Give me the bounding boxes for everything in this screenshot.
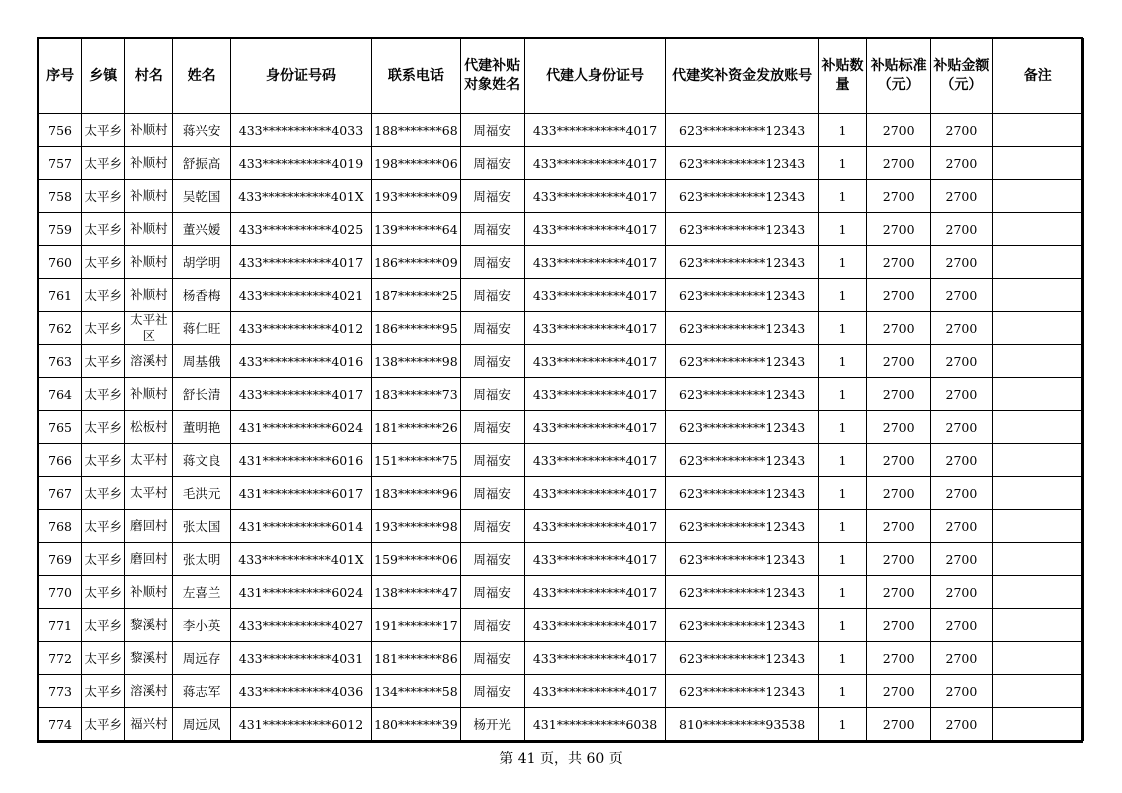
cell-name: 毛洪元	[173, 477, 230, 510]
cell-quantity: 1	[818, 543, 866, 576]
cell-id-number: 433***********4021	[230, 279, 372, 312]
cell-id-number: 433***********4031	[230, 642, 372, 675]
cell-standard: 2700	[867, 576, 931, 609]
header-township: 乡镇	[82, 39, 125, 114]
cell-standard: 2700	[867, 312, 931, 345]
cell-township: 太平乡	[82, 642, 125, 675]
cell-account: 810**********93538	[666, 708, 819, 741]
cell-standard: 2700	[867, 642, 931, 675]
cell-proxy-id: 433***********4017	[524, 543, 666, 576]
cell-proxy-name: 周福安	[460, 378, 524, 411]
cell-phone: 180*******39	[372, 708, 460, 741]
cell-proxy-id: 433***********4017	[524, 378, 666, 411]
cell-village: 黎溪村	[125, 642, 173, 675]
cell-proxy-name: 周福安	[460, 642, 524, 675]
cell-quantity: 1	[818, 246, 866, 279]
cell-account: 623**********12343	[666, 378, 819, 411]
cell-index: 762	[39, 312, 82, 345]
cell-index: 756	[39, 114, 82, 147]
cell-standard: 2700	[867, 444, 931, 477]
cell-index: 763	[39, 345, 82, 378]
cell-account: 623**********12343	[666, 213, 819, 246]
cell-standard: 2700	[867, 180, 931, 213]
cell-index: 766	[39, 444, 82, 477]
cell-village: 磨回村	[125, 543, 173, 576]
header-quantity: 补贴数量	[818, 39, 866, 114]
cell-proxy-id: 433***********4017	[524, 246, 666, 279]
cell-name: 周远凤	[173, 708, 230, 741]
cell-id-number: 433***********4017	[230, 378, 372, 411]
cell-proxy-name: 周福安	[460, 609, 524, 642]
cell-account: 623**********12343	[666, 345, 819, 378]
cell-village: 福兴村	[125, 708, 173, 741]
cell-account: 623**********12343	[666, 279, 819, 312]
cell-phone: 186*******95	[372, 312, 460, 345]
cell-township: 太平乡	[82, 114, 125, 147]
page-footer: 第 41 页，共 60 页	[499, 751, 623, 767]
cell-proxy-id: 433***********4017	[524, 114, 666, 147]
cell-village: 补顺村	[125, 279, 173, 312]
cell-quantity: 1	[818, 708, 866, 741]
cell-phone: 138*******98	[372, 345, 460, 378]
cell-name: 吴乾国	[173, 180, 230, 213]
cell-amount: 2700	[931, 675, 992, 708]
cell-name: 舒振高	[173, 147, 230, 180]
cell-phone: 187*******25	[372, 279, 460, 312]
cell-id-number: 431***********6017	[230, 477, 372, 510]
table-row	[39, 708, 1084, 741]
header-index: 序号	[39, 39, 82, 114]
cell-id-number: 433***********4036	[230, 675, 372, 708]
cell-village: 补顺村	[125, 114, 173, 147]
cell-phone: 181*******86	[372, 642, 460, 675]
cell-account: 623**********12343	[666, 543, 819, 576]
table-row	[39, 675, 1084, 708]
cell-quantity: 1	[818, 444, 866, 477]
cell-phone: 159*******06	[372, 543, 460, 576]
cell-account: 623**********12343	[666, 411, 819, 444]
table-row	[39, 543, 1084, 576]
cell-phone: 139*******64	[372, 213, 460, 246]
cell-quantity: 1	[818, 345, 866, 378]
cell-remarks	[992, 312, 1083, 345]
cell-proxy-id: 433***********4017	[524, 609, 666, 642]
table-row	[39, 510, 1084, 543]
cell-account: 623**********12343	[666, 642, 819, 675]
cell-proxy-id: 433***********4017	[524, 477, 666, 510]
cell-id-number: 431***********6024	[230, 411, 372, 444]
cell-village: 补顺村	[125, 378, 173, 411]
cell-phone: 198*******06	[372, 147, 460, 180]
cell-village: 松板村	[125, 411, 173, 444]
cell-village: 补顺村	[125, 213, 173, 246]
cell-township: 太平乡	[82, 213, 125, 246]
cell-index: 767	[39, 477, 82, 510]
table-row	[39, 279, 1084, 312]
cell-name: 蒋仁旺	[173, 312, 230, 345]
cell-amount: 2700	[931, 444, 992, 477]
cell-id-number: 431***********6012	[230, 708, 372, 741]
cell-id-number: 433***********4027	[230, 609, 372, 642]
cell-account: 623**********12343	[666, 147, 819, 180]
cell-phone: 183*******73	[372, 378, 460, 411]
table-row	[39, 477, 1084, 510]
cell-proxy-name: 周福安	[460, 213, 524, 246]
cell-index: 759	[39, 213, 82, 246]
cell-index: 770	[39, 576, 82, 609]
cell-village: 补顺村	[125, 246, 173, 279]
cell-id-number: 431***********6016	[230, 444, 372, 477]
header-phone: 联系电话	[372, 39, 460, 114]
cell-phone: 191*******17	[372, 609, 460, 642]
cell-remarks	[992, 477, 1083, 510]
cell-remarks	[992, 444, 1083, 477]
cell-phone: 193*******98	[372, 510, 460, 543]
cell-standard: 2700	[867, 246, 931, 279]
cell-phone: 181*******26	[372, 411, 460, 444]
cell-village: 溶溪村	[125, 675, 173, 708]
cell-proxy-id: 433***********4017	[524, 213, 666, 246]
table-row	[39, 246, 1084, 279]
cell-proxy-name: 杨开光	[460, 708, 524, 741]
cell-proxy-id: 433***********4017	[524, 411, 666, 444]
cell-township: 太平乡	[82, 378, 125, 411]
cell-remarks	[992, 378, 1083, 411]
cell-name: 杨香梅	[173, 279, 230, 312]
cell-village: 太平村	[125, 444, 173, 477]
cell-standard: 2700	[867, 675, 931, 708]
cell-index: 769	[39, 543, 82, 576]
cell-remarks	[992, 279, 1083, 312]
cell-remarks	[992, 246, 1083, 279]
cell-proxy-name: 周福安	[460, 312, 524, 345]
cell-name: 董明艳	[173, 411, 230, 444]
cell-township: 太平乡	[82, 708, 125, 741]
cell-village: 补顺村	[125, 180, 173, 213]
cell-name: 舒长清	[173, 378, 230, 411]
cell-township: 太平乡	[82, 246, 125, 279]
cell-village: 太平社区	[125, 312, 173, 345]
table-row	[39, 609, 1084, 642]
cell-quantity: 1	[818, 147, 866, 180]
cell-proxy-name: 周福安	[460, 147, 524, 180]
cell-proxy-id: 431***********6038	[524, 708, 666, 741]
cell-name: 胡学明	[173, 246, 230, 279]
cell-township: 太平乡	[82, 576, 125, 609]
cell-account: 623**********12343	[666, 444, 819, 477]
cell-standard: 2700	[867, 708, 931, 741]
cell-township: 太平乡	[82, 477, 125, 510]
cell-index: 768	[39, 510, 82, 543]
cell-remarks	[992, 180, 1083, 213]
cell-amount: 2700	[931, 477, 992, 510]
cell-standard: 2700	[867, 477, 931, 510]
cell-standard: 2700	[867, 114, 931, 147]
cell-account: 623**********12343	[666, 246, 819, 279]
cell-standard: 2700	[867, 543, 931, 576]
cell-id-number: 433***********401X	[230, 543, 372, 576]
cell-quantity: 1	[818, 378, 866, 411]
cell-proxy-name: 周福安	[460, 510, 524, 543]
cell-remarks	[992, 576, 1083, 609]
cell-amount: 2700	[931, 609, 992, 642]
cell-id-number: 433***********401X	[230, 180, 372, 213]
cell-village: 补顺村	[125, 147, 173, 180]
cell-township: 太平乡	[82, 543, 125, 576]
table-row	[39, 444, 1084, 477]
cell-quantity: 1	[818, 675, 866, 708]
cell-account: 623**********12343	[666, 609, 819, 642]
cell-township: 太平乡	[82, 147, 125, 180]
cell-quantity: 1	[818, 510, 866, 543]
cell-remarks	[992, 675, 1083, 708]
cell-name: 周远存	[173, 642, 230, 675]
cell-proxy-name: 周福安	[460, 411, 524, 444]
cell-index: 772	[39, 642, 82, 675]
cell-amount: 2700	[931, 576, 992, 609]
cell-township: 太平乡	[82, 609, 125, 642]
cell-standard: 2700	[867, 147, 931, 180]
cell-name: 周基俄	[173, 345, 230, 378]
cell-standard: 2700	[867, 510, 931, 543]
cell-village: 黎溪村	[125, 609, 173, 642]
header-standard: 补贴标准（元）	[867, 39, 931, 114]
cell-township: 太平乡	[82, 510, 125, 543]
cell-proxy-id: 433***********4017	[524, 510, 666, 543]
cell-quantity: 1	[818, 609, 866, 642]
header-remarks: 备注	[992, 39, 1083, 114]
cell-index: 764	[39, 378, 82, 411]
cell-account: 623**********12343	[666, 312, 819, 345]
cell-amount: 2700	[931, 708, 992, 741]
cell-quantity: 1	[818, 312, 866, 345]
cell-id-number: 431***********6014	[230, 510, 372, 543]
cell-amount: 2700	[931, 213, 992, 246]
header-proxy-id: 代建人身份证号	[524, 39, 666, 114]
cell-account: 623**********12343	[666, 477, 819, 510]
cell-township: 太平乡	[82, 675, 125, 708]
cell-proxy-id: 433***********4017	[524, 312, 666, 345]
cell-index: 774	[39, 708, 82, 741]
cell-index: 757	[39, 147, 82, 180]
cell-phone: 188*******68	[372, 114, 460, 147]
table-row	[39, 147, 1084, 180]
cell-proxy-id: 433***********4017	[524, 180, 666, 213]
cell-phone: 186*******09	[372, 246, 460, 279]
cell-remarks	[992, 708, 1083, 741]
cell-standard: 2700	[867, 213, 931, 246]
header-village: 村名	[125, 39, 173, 114]
cell-amount: 2700	[931, 411, 992, 444]
cell-id-number: 433***********4033	[230, 114, 372, 147]
cell-id-number: 433***********4016	[230, 345, 372, 378]
cell-name: 蒋兴安	[173, 114, 230, 147]
table-row	[39, 642, 1084, 675]
cell-proxy-name: 周福安	[460, 576, 524, 609]
cell-amount: 2700	[931, 510, 992, 543]
cell-standard: 2700	[867, 345, 931, 378]
cell-name: 张太明	[173, 543, 230, 576]
cell-village: 磨回村	[125, 510, 173, 543]
cell-quantity: 1	[818, 477, 866, 510]
cell-remarks	[992, 642, 1083, 675]
cell-quantity: 1	[818, 411, 866, 444]
cell-quantity: 1	[818, 576, 866, 609]
table-row	[39, 114, 1084, 147]
cell-index: 771	[39, 609, 82, 642]
cell-remarks	[992, 510, 1083, 543]
cell-township: 太平乡	[82, 312, 125, 345]
cell-remarks	[992, 114, 1083, 147]
cell-amount: 2700	[931, 279, 992, 312]
table-row	[39, 411, 1084, 444]
cell-name: 蒋志军	[173, 675, 230, 708]
cell-phone: 193*******09	[372, 180, 460, 213]
cell-remarks	[992, 543, 1083, 576]
cell-name: 李小英	[173, 609, 230, 642]
cell-amount: 2700	[931, 312, 992, 345]
cell-quantity: 1	[818, 180, 866, 213]
cell-proxy-name: 周福安	[460, 444, 524, 477]
cell-amount: 2700	[931, 642, 992, 675]
cell-phone: 151*******75	[372, 444, 460, 477]
cell-proxy-id: 433***********4017	[524, 345, 666, 378]
cell-amount: 2700	[931, 114, 992, 147]
cell-amount: 2700	[931, 246, 992, 279]
cell-proxy-name: 周福安	[460, 675, 524, 708]
cell-proxy-id: 433***********4017	[524, 675, 666, 708]
cell-id-number: 433***********4019	[230, 147, 372, 180]
cell-proxy-name: 周福安	[460, 477, 524, 510]
cell-account: 623**********12343	[666, 114, 819, 147]
cell-proxy-id: 433***********4017	[524, 576, 666, 609]
cell-index: 760	[39, 246, 82, 279]
subsidy-table	[38, 38, 1084, 741]
cell-name: 蒋文良	[173, 444, 230, 477]
cell-proxy-name: 周福安	[460, 114, 524, 147]
cell-standard: 2700	[867, 609, 931, 642]
table-row	[39, 345, 1084, 378]
cell-standard: 2700	[867, 279, 931, 312]
cell-proxy-name: 周福安	[460, 279, 524, 312]
cell-amount: 2700	[931, 378, 992, 411]
header-account: 代建奖补资金发放账号	[666, 39, 819, 114]
cell-name: 张太国	[173, 510, 230, 543]
cell-phone: 183*******96	[372, 477, 460, 510]
cell-account: 623**********12343	[666, 576, 819, 609]
cell-account: 623**********12343	[666, 510, 819, 543]
cell-quantity: 1	[818, 213, 866, 246]
cell-remarks	[992, 213, 1083, 246]
cell-proxy-name: 周福安	[460, 246, 524, 279]
cell-account: 623**********12343	[666, 675, 819, 708]
cell-quantity: 1	[818, 279, 866, 312]
cell-proxy-id: 433***********4017	[524, 279, 666, 312]
cell-township: 太平乡	[82, 279, 125, 312]
cell-amount: 2700	[931, 147, 992, 180]
cell-township: 太平乡	[82, 180, 125, 213]
table-row	[39, 213, 1084, 246]
cell-village: 溶溪村	[125, 345, 173, 378]
cell-amount: 2700	[931, 543, 992, 576]
header-name: 姓名	[173, 39, 230, 114]
cell-quantity: 1	[818, 642, 866, 675]
cell-remarks	[992, 147, 1083, 180]
table-row	[39, 378, 1084, 411]
cell-index: 758	[39, 180, 82, 213]
cell-remarks	[992, 411, 1083, 444]
cell-standard: 2700	[867, 378, 931, 411]
cell-name: 董兴嫒	[173, 213, 230, 246]
cell-id-number: 433***********4017	[230, 246, 372, 279]
cell-index: 765	[39, 411, 82, 444]
table-row	[39, 180, 1084, 213]
table-row	[39, 312, 1084, 345]
cell-amount: 2700	[931, 345, 992, 378]
cell-proxy-id: 433***********4017	[524, 444, 666, 477]
cell-quantity: 1	[818, 114, 866, 147]
cell-village: 补顺村	[125, 576, 173, 609]
cell-amount: 2700	[931, 180, 992, 213]
cell-phone: 134*******58	[372, 675, 460, 708]
cell-township: 太平乡	[82, 345, 125, 378]
cell-account: 623**********12343	[666, 180, 819, 213]
cell-proxy-id: 433***********4017	[524, 147, 666, 180]
header-proxy-name: 代建补贴对象姓名	[460, 39, 524, 114]
header-amount: 补贴金额（元）	[931, 39, 992, 114]
cell-proxy-name: 周福安	[460, 543, 524, 576]
cell-index: 761	[39, 279, 82, 312]
cell-id-number: 431***********6024	[230, 576, 372, 609]
cell-remarks	[992, 609, 1083, 642]
cell-township: 太平乡	[82, 444, 125, 477]
cell-name: 左喜兰	[173, 576, 230, 609]
cell-remarks	[992, 345, 1083, 378]
cell-id-number: 433***********4025	[230, 213, 372, 246]
header-id-number: 身份证号码	[230, 39, 372, 114]
cell-village: 太平村	[125, 477, 173, 510]
cell-id-number: 433***********4012	[230, 312, 372, 345]
cell-proxy-name: 周福安	[460, 345, 524, 378]
cell-proxy-id: 433***********4017	[524, 642, 666, 675]
table-row	[39, 576, 1084, 609]
cell-index: 773	[39, 675, 82, 708]
cell-phone: 138*******47	[372, 576, 460, 609]
cell-proxy-name: 周福安	[460, 180, 524, 213]
cell-township: 太平乡	[82, 411, 125, 444]
header-row	[39, 39, 1084, 114]
cell-standard: 2700	[867, 411, 931, 444]
